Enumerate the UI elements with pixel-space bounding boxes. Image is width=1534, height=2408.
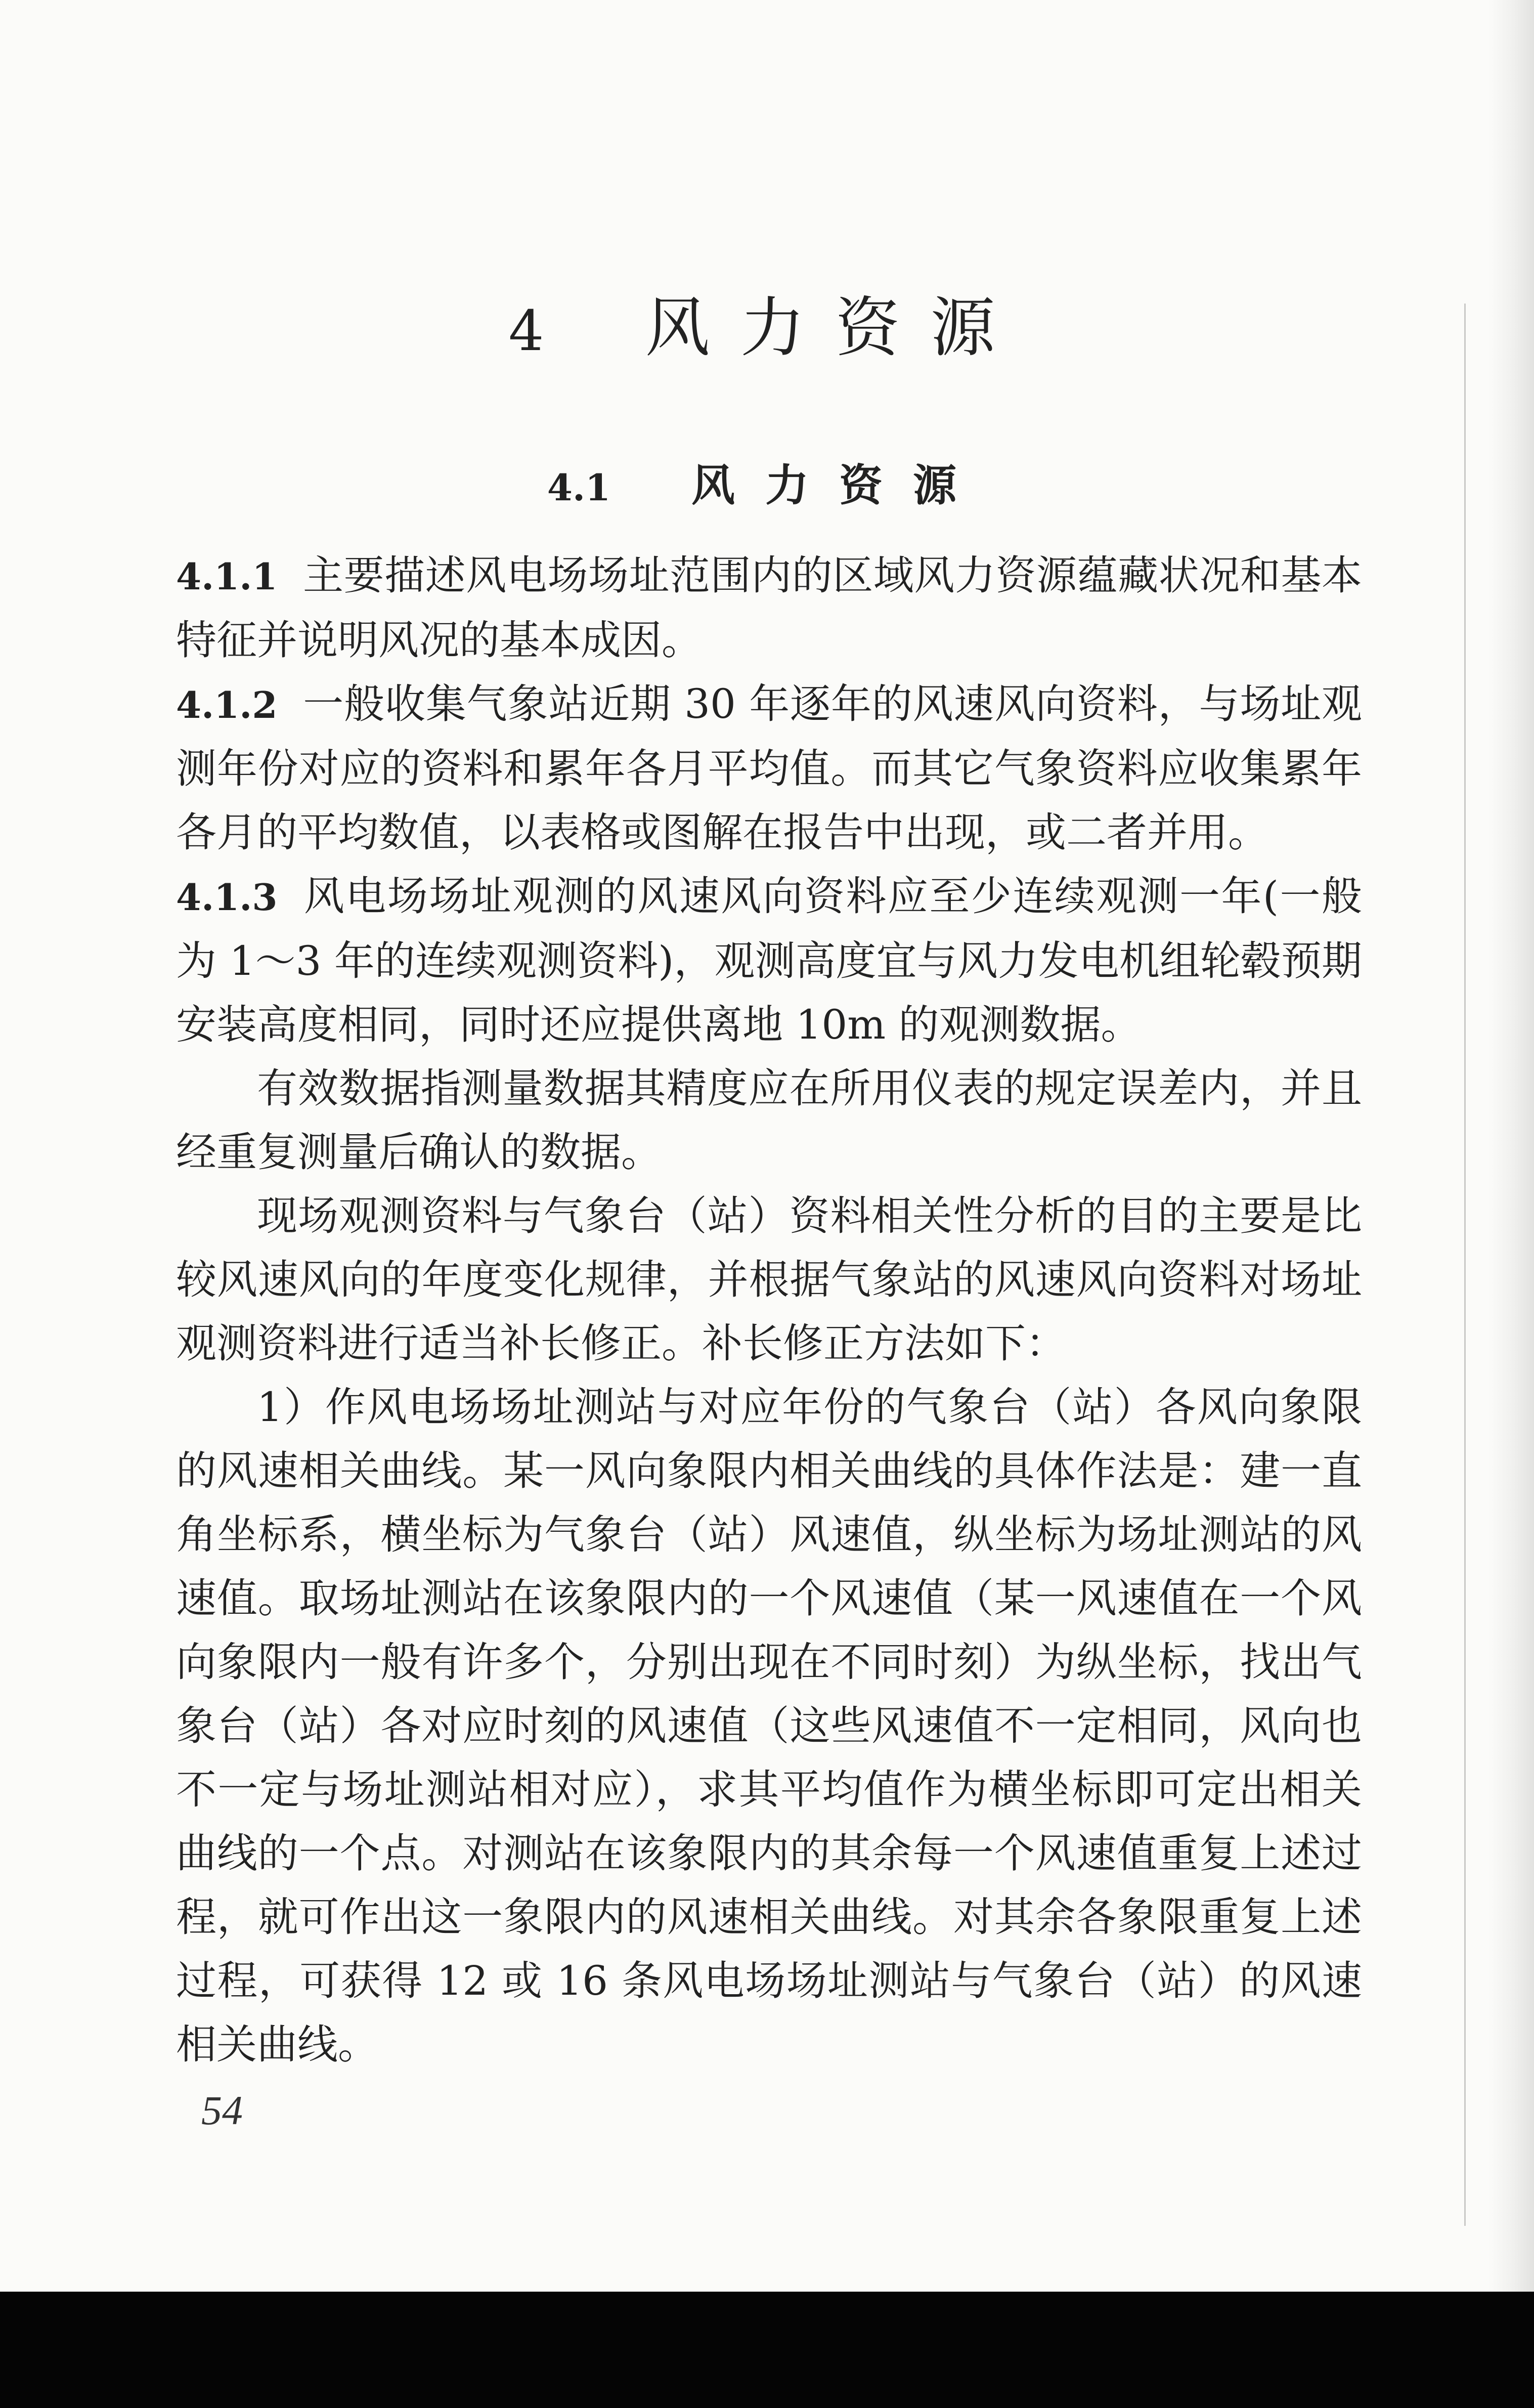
paragraph-text: 主要描述风电场场址范围内的区域风力资源蕴藏状况和基本特征并说明风况的基本成因。 — [176, 552, 1362, 664]
clause-number: 4.1.2 — [176, 683, 278, 726]
paragraph-method-1 — [176, 1375, 1362, 2077]
paragraph-text: 有效数据指测量数据其精度应在所用仪表的规定误差内，并且经重复测量后确认的数据。 — [176, 1065, 1362, 1176]
clause-number: 4.1.1 — [176, 555, 278, 598]
paragraph-text: 风电场场址观测的风速风向资料应至少连续观测一年(一般为 1～3 年的连续观测资料)，观测高度宜与风力发电机组轮毂预期安装高度相同，同时还应提供离地 10m 的观测数据。 — [176, 873, 1362, 1048]
paragraph-4-1-3 — [176, 865, 1362, 1057]
body-text — [176, 544, 1362, 2077]
paragraph-text: 现场观测资料与气象台（站）资料相关性分析的目的主要是比较风速风向的年度变化规律，并根据气象站的风速风向资料对场址观测资料进行适当补长修正。补长修正方法如下： — [176, 1192, 1362, 1367]
chapter-heading — [0, 276, 1534, 369]
paragraph-valid-data — [176, 1057, 1362, 1184]
section-title: 风力资源 — [691, 460, 987, 511]
chapter-number: 4 — [508, 298, 544, 363]
paragraph-text: 一般收集气象站近期 30 年逐年的风速风向资料，与场址观测年份对应的资料和累年各月平均值。而其它气象资料应收集累年各月的平均数值，以表格或图解在报告中出现，或二者并用。 — [176, 680, 1362, 856]
paragraph-4-1-2 — [176, 672, 1362, 865]
paragraph-4-1-1 — [176, 544, 1362, 672]
paragraph-correlation — [176, 1184, 1362, 1375]
clause-number: 4.1.3 — [176, 876, 278, 919]
page-number: 54 — [201, 2087, 243, 2133]
scan-bottom-border — [0, 2292, 1534, 2408]
chapter-title: 风力资源 — [645, 290, 1026, 366]
binding-line — [1464, 304, 1466, 2226]
section-number: 4.1 — [547, 466, 611, 509]
paragraph-text: 1）作风电场场址测站与对应年份的气象台（站）各风向象限的风速相关曲线。某一风向象限内相关曲线的具体作法是：建一直角坐标系，横坐标为气象台（站）风速值，纵坐标为场址测站的风速值。取场址测站在该象限内的一个风速值（某一风速值在一个风向象限内一般有许多个，分别出现在不同时刻）为纵坐标，找出气象台（站）各对应时刻的风速值（这些风速值不一定相同，风向也不一定与场址测站相对应），求其平均值作为横坐标即可定出相关曲线的一个点。对测站在该象限内的其余每一个风速值重复上述过程，就可作出这一象限内的风速相关曲线。对其余各象限重复上述过程，可获得 12 或 16 条风电场场址测站与气象台（站）的风速相关曲线。 — [176, 1384, 1362, 2068]
section-heading — [0, 450, 1534, 513]
